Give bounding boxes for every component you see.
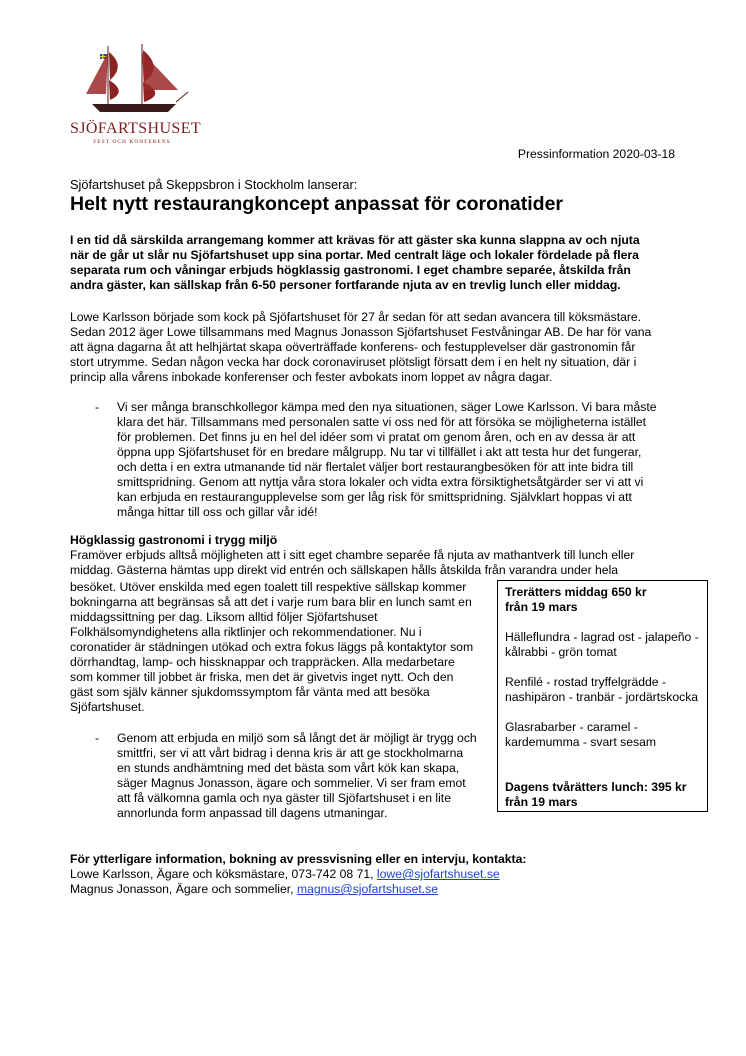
menu-lunch-title: Dagens tvårätters lunch: 395 kr <box>505 780 687 794</box>
text-line: andra gäster, kan sällskap från 6-50 personer fortfarande njuta av en trevlig lunch eller middag. <box>70 278 621 292</box>
headline: Helt nytt restaurangkoncept anpassat för coronatider <box>70 193 564 215</box>
list-dash: - <box>95 731 100 745</box>
text-line: Genom att erbjuda en miljö som så långt det är möjligt är trygg och <box>117 731 477 745</box>
text-line: Framöver erbjuds alltså möjligheten att i sitt eget chambre separée få njuta av mathantverk till lunch eller <box>70 548 635 562</box>
text-line: Vi ser många branschkollegor kämpa med den nya situationen, säger Lowe Karlsson. Vi bara måste <box>117 400 657 414</box>
section-paragraph <box>70 548 680 578</box>
menu-course-line: Hälleflundra - lagrad ost - jalapeño - <box>505 630 699 644</box>
text-line: separata rum och våningar erbjuds högklassig gastronomi. I eget chambre separée, åtskilda från <box>70 263 631 277</box>
text-line: bokningarna att begränsas så att det i varje rum bara blir en lunch samt en <box>70 595 472 609</box>
press-info-date: Pressinformation 2020-03-18 <box>517 147 675 161</box>
text-line: gäst som själv känner sjukdomssymptom får vänta med att besöka <box>70 685 430 699</box>
text-line: många hittar till oss och gillar vår idé! <box>117 505 318 519</box>
text-line: kan erbjuda en restaurangupplevelse som ger låg risk för smittspridning. Självklart hoppas vi att <box>117 490 632 504</box>
text-line: smittfri, ser vi att vårt bidrag i denna kris är att ge stockholmarna <box>117 746 464 760</box>
menu-dinner-date: från 19 mars <box>505 600 578 614</box>
list-dash: - <box>95 400 100 414</box>
text-line: Sjöfartshuset. <box>70 700 145 714</box>
text-line: Folkhälsomyndighetens alla riktlinjer och rekommendationer. Nu i <box>70 625 422 639</box>
text-line: coronatider är städningen utökad och extra fokus läggs på kontaktytor som <box>70 640 474 654</box>
email-link-magnus[interactable]: magnus@sjofartshuset.se <box>296 882 439 896</box>
contact-block <box>70 852 680 897</box>
logo-wordmark: SJÖFARTSHUSET <box>70 120 202 137</box>
text-line: smittspridning. Genom att nyttja våra stora lokaler och vidta extra försiktighetsåtgärder ser vi att vi <box>117 475 644 489</box>
ship-icon <box>70 42 194 120</box>
company-logo <box>70 42 200 152</box>
menu-lunch-date: från 19 mars <box>505 795 578 809</box>
text-line: I en tid då särskilda arrangemang kommer att krävas för att gäster ska kunna slappna av och njuta <box>70 233 640 247</box>
menu-course-line: Glasrabarber - caramel - <box>505 720 638 734</box>
logo-tagline: FEST OCH KONFERENS <box>93 139 171 145</box>
body-paragraph <box>70 310 680 385</box>
text-line: en stunds andhämtning med det bästa som vårt kök kan skapa, <box>117 761 460 775</box>
menu-course-line: Renfilé - rostad tryffelgrädde - <box>505 675 666 689</box>
text-line: Sedan 2012 äger Lowe tillsammans med Magnus Jonasson Sjöfartshuset Festvåningar AB. De har för vana <box>70 325 652 339</box>
text-line: princip alla vårens inbokade konferenser och fester avbokats inom loppet av några dagar. <box>70 370 553 384</box>
section-heading: Högklassig gastronomi i trygg miljö <box>70 533 278 547</box>
menu-box <box>497 580 708 812</box>
quote-lowe <box>95 400 683 520</box>
contact-text: Lowe Karlsson, Ägare och köksmästare, 073-742 08 71, <box>70 867 377 881</box>
text-line: middagssittning per dag. Liksom alltid följer Sjöfartshuset <box>70 610 378 624</box>
text-line: som kommer till jobbet är friska, men det är givetvis inget nytt. Och den <box>70 670 454 684</box>
contact-line <box>70 867 680 882</box>
text-line: för problemen. Det finns ju en hel del idéer som vi pratat om genom åren, och en av dessa är att <box>117 430 636 444</box>
text-line: dörrhandtag, lamp- och hissknappar och trappräcken. Alla medarbetare <box>70 655 455 669</box>
contact-heading: För ytterligare information, bokning av pressvisning eller en intervju, kontakta: <box>70 852 527 866</box>
text-line: att ägna dagarna åt att helhjärtat skapa oöverträffade konferens- och festupplevelser där gastronomin får <box>70 340 636 354</box>
text-line: när de går ut slår nu Sjöfartshuset upp sina portar. Med centralt läge och lokaler fördelade på flera <box>70 248 639 262</box>
menu-dinner-title: Trerätters middag 650 kr <box>505 585 647 599</box>
text-line: Lowe Karlsson började som kock på Sjöfartshuset för 27 år sedan för att sedan avancera till köksmästare. <box>70 310 642 324</box>
text-line: besöket. Utöver enskilda med egen toalett till respektive sällskap kommer <box>70 580 467 594</box>
section-paragraph-continued <box>70 580 490 715</box>
menu-course-line: kålrabbi - grön tomat <box>505 645 617 659</box>
menu-course-line: kardemumma - svart sesam <box>505 735 657 749</box>
intro-line: Sjöfartshuset på Skeppsbron i Stockholm lanserar: <box>70 177 358 192</box>
text-line: middag. Gästerna hämtas upp direkt vid entrén och sällskapen hålls åtskilda från varandra under hela <box>70 563 619 577</box>
lead-paragraph <box>70 233 680 293</box>
text-line: att få välkomna gamla och nya gäster till Sjöfartshuset i en lite <box>117 791 451 805</box>
contact-text: Magnus Jonasson, Ägare och sommelier, <box>70 882 297 896</box>
text-line: öppna upp Sjöfartshuset för en bredare målgrupp. Nu tar vi tillfället i akt att testa hur det fungerar, <box>117 445 642 459</box>
contact-line <box>70 882 680 897</box>
text-line: säger Magnus Jonasson, ägare och sommelier. Vi ser fram emot <box>117 776 466 790</box>
email-link-lowe[interactable]: lowe@sjofartshuset.se <box>376 867 500 881</box>
quote-magnus <box>95 731 492 821</box>
menu-course-line: nashipäron - tranbär - jordärtskocka <box>505 690 699 704</box>
text-line: och detta i en extra utmanande tid när flertalet väljer bort restaurangbesöken för att inte bidra till <box>117 460 634 474</box>
text-line: stort utrymme. Sedan någon vecka har dock coronaviruset plötsligt försatt dem i en helt ny situation, där i <box>70 355 637 369</box>
text-line: klara det här. Tillsammans med personalen satte vi oss ned för att försöka se möjligheterna istället <box>117 415 647 429</box>
text-line: annorlunda form anpassad till dagens utmaningar. <box>117 806 388 820</box>
